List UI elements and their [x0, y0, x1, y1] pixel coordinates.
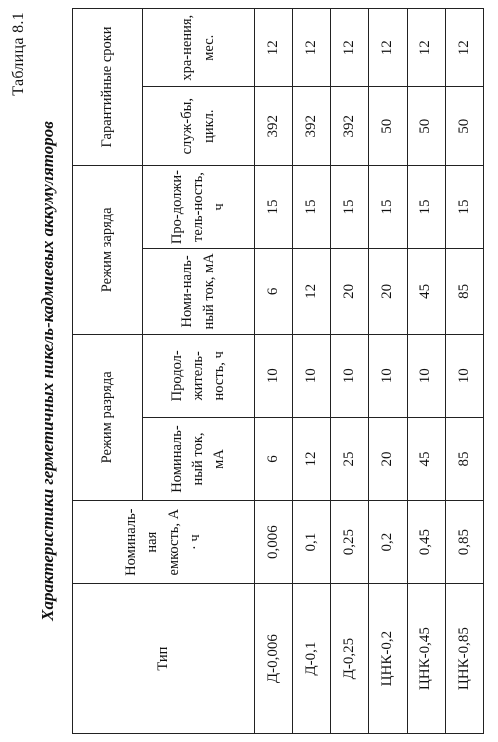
- header-discharge-group: Режим разряда: [73, 334, 143, 500]
- cell-type: Д-0,006: [255, 584, 293, 734]
- cell-type: ЦНК-0,85: [445, 584, 483, 734]
- cell-type: Д-0,1: [293, 584, 331, 734]
- cell-discharge-current: 85: [445, 417, 483, 500]
- cell-charge-current: 12: [293, 249, 331, 335]
- cell-charge-current: 6: [255, 249, 293, 335]
- cell-discharge-current: 25: [331, 417, 369, 500]
- cell-charge-duration: 15: [445, 165, 483, 248]
- cell-service-cycles: 50: [407, 87, 445, 165]
- cell-type: ЦНК-0,2: [369, 584, 407, 734]
- header-capacity: Номиналь-ная емкость, А · ч: [73, 501, 255, 584]
- cell-storage-months: 12: [407, 9, 445, 87]
- header-type: Тип: [73, 584, 255, 734]
- cell-service-cycles: 392: [331, 87, 369, 165]
- cell-storage-months: 12: [331, 9, 369, 87]
- cell-charge-duration: 15: [293, 165, 331, 248]
- cell-service-cycles: 392: [293, 87, 331, 165]
- table-caption: Характеристики герметичных никель-кадмиевых аккумуляторов: [38, 121, 57, 621]
- cell-charge-current: 20: [331, 249, 369, 335]
- cell-storage-months: 12: [255, 9, 293, 87]
- table-row: [255, 9, 293, 734]
- table-row: [293, 9, 331, 734]
- cell-charge-duration: 15: [255, 165, 293, 248]
- cell-discharge-duration: 10: [369, 334, 407, 417]
- cell-charge-duration: 15: [407, 165, 445, 248]
- cell-discharge-current: 12: [293, 417, 331, 500]
- cell-discharge-duration: 10: [331, 334, 369, 417]
- header-charge-group: Режим заряда: [73, 165, 143, 334]
- header-charge-current: Номи-наль-ный ток, мА: [143, 249, 255, 335]
- cell-service-cycles: 50: [445, 87, 483, 165]
- cell-charge-current: 85: [445, 249, 483, 335]
- cell-type: Д-0,25: [331, 584, 369, 734]
- cell-service-cycles: 50: [369, 87, 407, 165]
- cell-discharge-current: 20: [369, 417, 407, 500]
- cell-discharge-current: 6: [255, 417, 293, 500]
- header-discharge-duration: Продол-житель-ность, ч: [143, 334, 255, 417]
- cell-discharge-current: 45: [407, 417, 445, 500]
- cell-capacity: 0,85: [445, 501, 483, 584]
- cell-charge-duration: 15: [331, 165, 369, 248]
- table-row: [331, 9, 369, 734]
- cell-type: ЦНК-0,45: [407, 584, 445, 734]
- cell-service-cycles: 392: [255, 87, 293, 165]
- cell-capacity: 0,2: [369, 501, 407, 584]
- header-warranty-group: Гарантийные сроки: [73, 9, 143, 166]
- cell-discharge-duration: 10: [293, 334, 331, 417]
- cell-charge-current: 20: [369, 249, 407, 335]
- cell-charge-duration: 15: [369, 165, 407, 248]
- table-row: [369, 9, 407, 734]
- cell-capacity: 0,006: [255, 501, 293, 584]
- cell-charge-current: 45: [407, 249, 445, 335]
- cell-storage-months: 12: [445, 9, 483, 87]
- table-number: Таблица 8.1: [10, 12, 27, 96]
- header-service-cycles: служ-бы, цикл.: [143, 87, 255, 165]
- cell-discharge-duration: 10: [255, 334, 293, 417]
- table-row: [445, 9, 483, 734]
- cell-capacity: 0,45: [407, 501, 445, 584]
- cell-storage-months: 12: [293, 9, 331, 87]
- header-charge-duration: Про-должи-тель-ность, ч: [143, 165, 255, 248]
- cell-discharge-duration: 10: [407, 334, 445, 417]
- cell-capacity: 0,1: [293, 501, 331, 584]
- header-discharge-current: Номиналь-ный ток, мА: [143, 417, 255, 500]
- table-row: [407, 9, 445, 734]
- cell-storage-months: 12: [369, 9, 407, 87]
- cell-capacity: 0,25: [331, 501, 369, 584]
- cell-discharge-duration: 10: [445, 334, 483, 417]
- header-storage-months: хра-нения, мес.: [143, 9, 255, 87]
- battery-table: [72, 8, 484, 734]
